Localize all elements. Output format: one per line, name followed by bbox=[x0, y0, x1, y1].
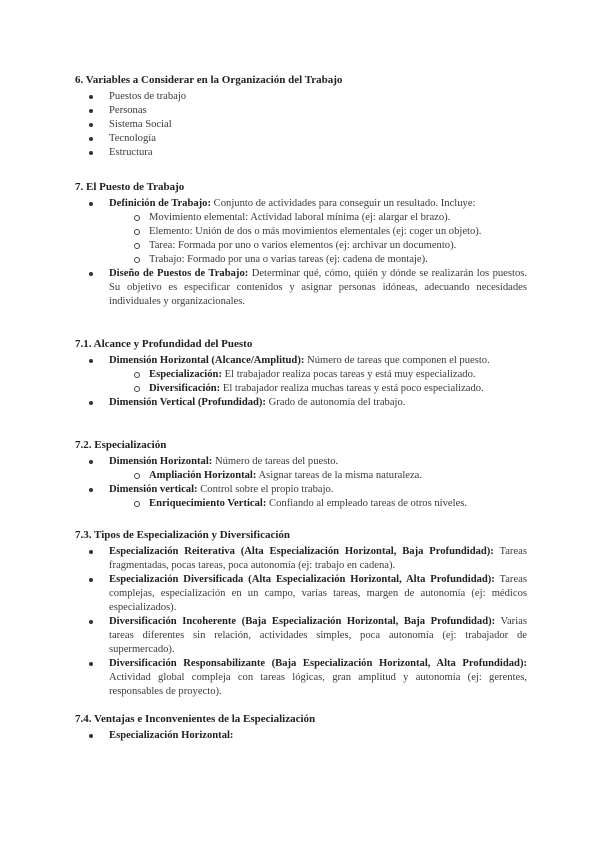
dimension-horizontal-label: Dimensión Horizontal: bbox=[109, 456, 213, 467]
tipo-text: Tareas complejas, especialización en un campo, varias tareas, margen de autonomía (ej: médicos especializados). bbox=[109, 574, 527, 613]
diseno-text: Determinar qué, cómo, quién y dónde se realizarán los puestos. Su objetivo es especificar contenidos y asignar personas idóneas, adecuando necesidades individuales y organizacionales. bbox=[109, 268, 528, 307]
section-6-list bbox=[75, 90, 527, 160]
list-item-definicion bbox=[75, 197, 527, 267]
section-7-4-title: 7.4. Ventajas e Inconvenientes de la Especialización bbox=[75, 713, 316, 725]
tipo-label: Especialización Diversificada (Alta Especialización Horizontal, Alta Profundidad): bbox=[109, 574, 495, 585]
list-item-dimension-horizontal bbox=[75, 354, 527, 396]
especializacion-horizontal-label: Especialización Horizontal: bbox=[109, 730, 234, 741]
diversificacion-text: El trabajador realiza muchas tareas y está poco especializado. bbox=[220, 383, 484, 394]
dimension-horizontal-label: Dimensión Horizontal (Alcance/Amplitud): bbox=[109, 355, 305, 366]
tipo-text: Varias tareas diferentes sin relación, actividades simples, poca autonomía (ej: trabajador de supermercado). bbox=[109, 616, 527, 655]
dimension-vertical-label: Dimensión vertical: bbox=[109, 484, 198, 495]
list-item-diseno bbox=[75, 267, 527, 309]
tipo-label: Diversificación Responsabilizante (Baja Especialización Horizontal, Alta Profundidad): bbox=[109, 658, 527, 669]
sub-list-item: Elemento: Unión de dos o más movimientos elementales (ej: coger un objeto). bbox=[133, 225, 527, 239]
sub-list-item bbox=[133, 382, 527, 396]
list-item-dimension-horizontal bbox=[75, 455, 527, 483]
sub-list-item: Movimiento elemental: Actividad laboral mínima (ej: alargar el brazo). bbox=[133, 211, 527, 225]
section-7-4 bbox=[75, 712, 527, 743]
section-7-1 bbox=[75, 337, 527, 410]
section-6-title: 6. Variables a Considerar en la Organización del Trabajo bbox=[75, 74, 343, 86]
section-7-2 bbox=[75, 438, 527, 511]
diseno-label: Diseño de Puestos de Trabajo: bbox=[109, 268, 249, 279]
section-7-4-list bbox=[75, 729, 527, 743]
section-7-list bbox=[75, 197, 527, 309]
list-item: Sistema Social bbox=[75, 118, 527, 132]
sub-list-item bbox=[133, 497, 527, 511]
especializacion-label: Especialización: bbox=[149, 369, 222, 380]
dimension-horizontal-sublist bbox=[133, 368, 527, 396]
section-6 bbox=[75, 73, 527, 160]
section-7-1-list bbox=[75, 354, 527, 410]
section-7-3-title: 7.3. Tipos de Especialización y Diversificación bbox=[75, 529, 291, 541]
sub-list-item bbox=[133, 368, 527, 382]
tipo-label: Diversificación Incoherente (Baja Especialización Horizontal, Baja Profundidad): bbox=[109, 616, 496, 627]
definicion-label: Definición de Trabajo: bbox=[109, 198, 212, 209]
list-item-tipo bbox=[75, 573, 527, 615]
ampliacion-text: Asignar tareas de la misma naturaleza. bbox=[256, 470, 423, 481]
dimension-vertical-text: Grado de autonomía del trabajo. bbox=[265, 397, 406, 408]
sub-list-item: Tarea: Formada por uno o varios elementos (ej: archivar un documento). bbox=[133, 239, 527, 253]
ampliacion-sublist bbox=[133, 469, 527, 483]
definicion-text: Conjunto de actividades para conseguir un resultado. Incluye: bbox=[211, 198, 476, 209]
section-7-1-title: 7.1. Alcance y Profundidad del Puesto bbox=[75, 338, 253, 350]
enriquecimiento-text: Confiando al empleado tareas de otros niveles. bbox=[266, 498, 468, 509]
sub-list-item: Trabajo: Formado por una o varias tareas (ej: cadena de montaje). bbox=[133, 253, 527, 267]
list-item-tipo bbox=[75, 657, 527, 699]
list-item: Estructura bbox=[75, 146, 527, 160]
section-7-3 bbox=[75, 528, 527, 699]
sub-list-item bbox=[133, 469, 527, 483]
tipo-text: Actividad global compleja con tareas lógicas, gran amplitud y autonomía (ej: gerentes, responsables de proyecto). bbox=[109, 672, 527, 697]
tipo-label: Especialización Reiterativa (Alta Especialización Horizontal, Baja Profundidad): bbox=[109, 546, 494, 557]
section-7-2-list bbox=[75, 455, 527, 511]
list-item-dimension-vertical bbox=[75, 483, 527, 511]
enriquecimiento-label: Enriquecimiento Vertical: bbox=[149, 498, 267, 509]
list-item-tipo bbox=[75, 615, 527, 657]
especializacion-text: El trabajador realiza pocas tareas y está muy especializado. bbox=[221, 369, 476, 380]
enriquecimiento-sublist bbox=[133, 497, 527, 511]
list-item: Tecnología bbox=[75, 132, 527, 146]
section-7-title: 7. El Puesto de Trabajo bbox=[75, 181, 185, 193]
list-item-tipo bbox=[75, 545, 527, 573]
section-7-2-title: 7.2. Especialización bbox=[75, 439, 167, 451]
list-item: Puestos de trabajo bbox=[75, 90, 527, 104]
definicion-sublist bbox=[133, 211, 527, 267]
dimension-horizontal-text: Número de tareas del puesto. bbox=[212, 456, 339, 467]
list-item-dimension-vertical bbox=[75, 396, 527, 410]
tipo-text: Tareas fragmentadas, pocas tareas, poca autonomía (ej: trabajo en cadena). bbox=[109, 546, 527, 571]
diversificacion-label: Diversificación: bbox=[149, 383, 221, 394]
ampliacion-label: Ampliación Horizontal: bbox=[149, 470, 257, 481]
section-7 bbox=[75, 180, 527, 309]
dimension-vertical-label: Dimensión Vertical (Profundidad): bbox=[109, 397, 266, 408]
section-7-3-list bbox=[75, 545, 527, 699]
list-item bbox=[75, 729, 527, 743]
dimension-horizontal-text: Número de tareas que componen el puesto. bbox=[304, 355, 490, 366]
dimension-vertical-text: Control sobre el propio trabajo. bbox=[197, 484, 334, 495]
list-item: Personas bbox=[75, 104, 527, 118]
